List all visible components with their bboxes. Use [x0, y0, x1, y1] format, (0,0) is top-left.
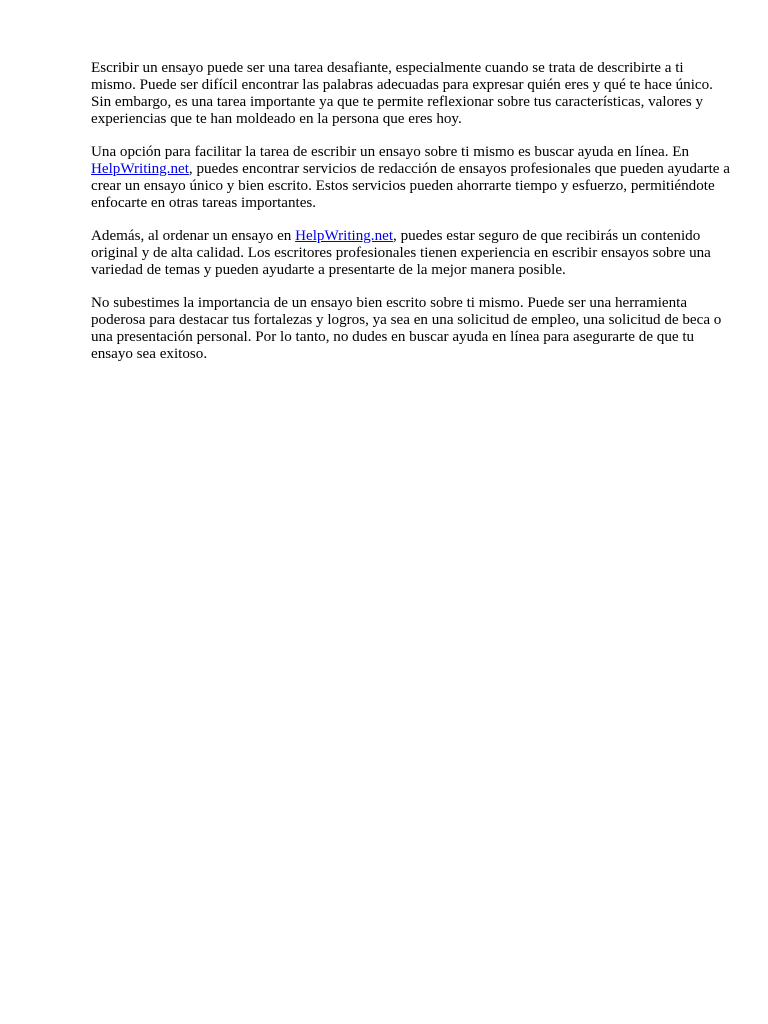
paragraph-online-help	[91, 144, 731, 212]
paragraph-intro: Escribir un ensayo puede ser una tarea desafiante, especialmente cuando se trata de describirte a ti mismo. Puede ser difícil encontrar las palabras adecuadas para expresar quién eres y qué te hace único. Sin embargo, es una tarea importante ya que te permite reflexionar sobre tus características, valores y experiencias que te han moldeado en la persona que eres hoy.	[91, 60, 713, 127]
paragraph-text: Una opción para facilitar la tarea de escribir un ensayo sobre ti mismo es buscar ayuda en línea. En	[91, 144, 690, 160]
paragraph-quality	[91, 228, 731, 279]
helpwriting-link[interactable]: HelpWriting.net	[91, 161, 189, 177]
document-page	[91, 60, 731, 379]
helpwriting-link[interactable]: HelpWriting.net	[295, 228, 394, 244]
paragraph-conclusion: No subestimes la importancia de un ensayo bien escrito sobre ti mismo. Puede ser una herramienta poderosa para destacar tus fortalezas y logros, ya sea en una solicitud de empleo, una solicitud de beca o una presentación personal. Por lo tanto, no dudes en buscar ayuda en línea para asegurarte de que tu ensayo sea exitoso.	[91, 295, 722, 362]
paragraph-text: Además, al ordenar un ensayo en	[91, 228, 296, 244]
paragraph-text: , puedes encontrar servicios de redacción de ensayos profesionales que pueden ayudarte a crear un ensayo único y bien escrito. Estos servicios pueden ahorrarte tiempo y esfuerzo, permitiéndote enfocarte en otras tareas importantes.	[91, 161, 730, 211]
paragraph-text: , puedes estar seguro de que recibirás un contenido original y de alta calidad. Los escritores profesionales tienen experiencia en escribir ensayos sobre una variedad de temas y pueden ayudarte a presentarte de la mejor manera posible.	[91, 228, 711, 278]
